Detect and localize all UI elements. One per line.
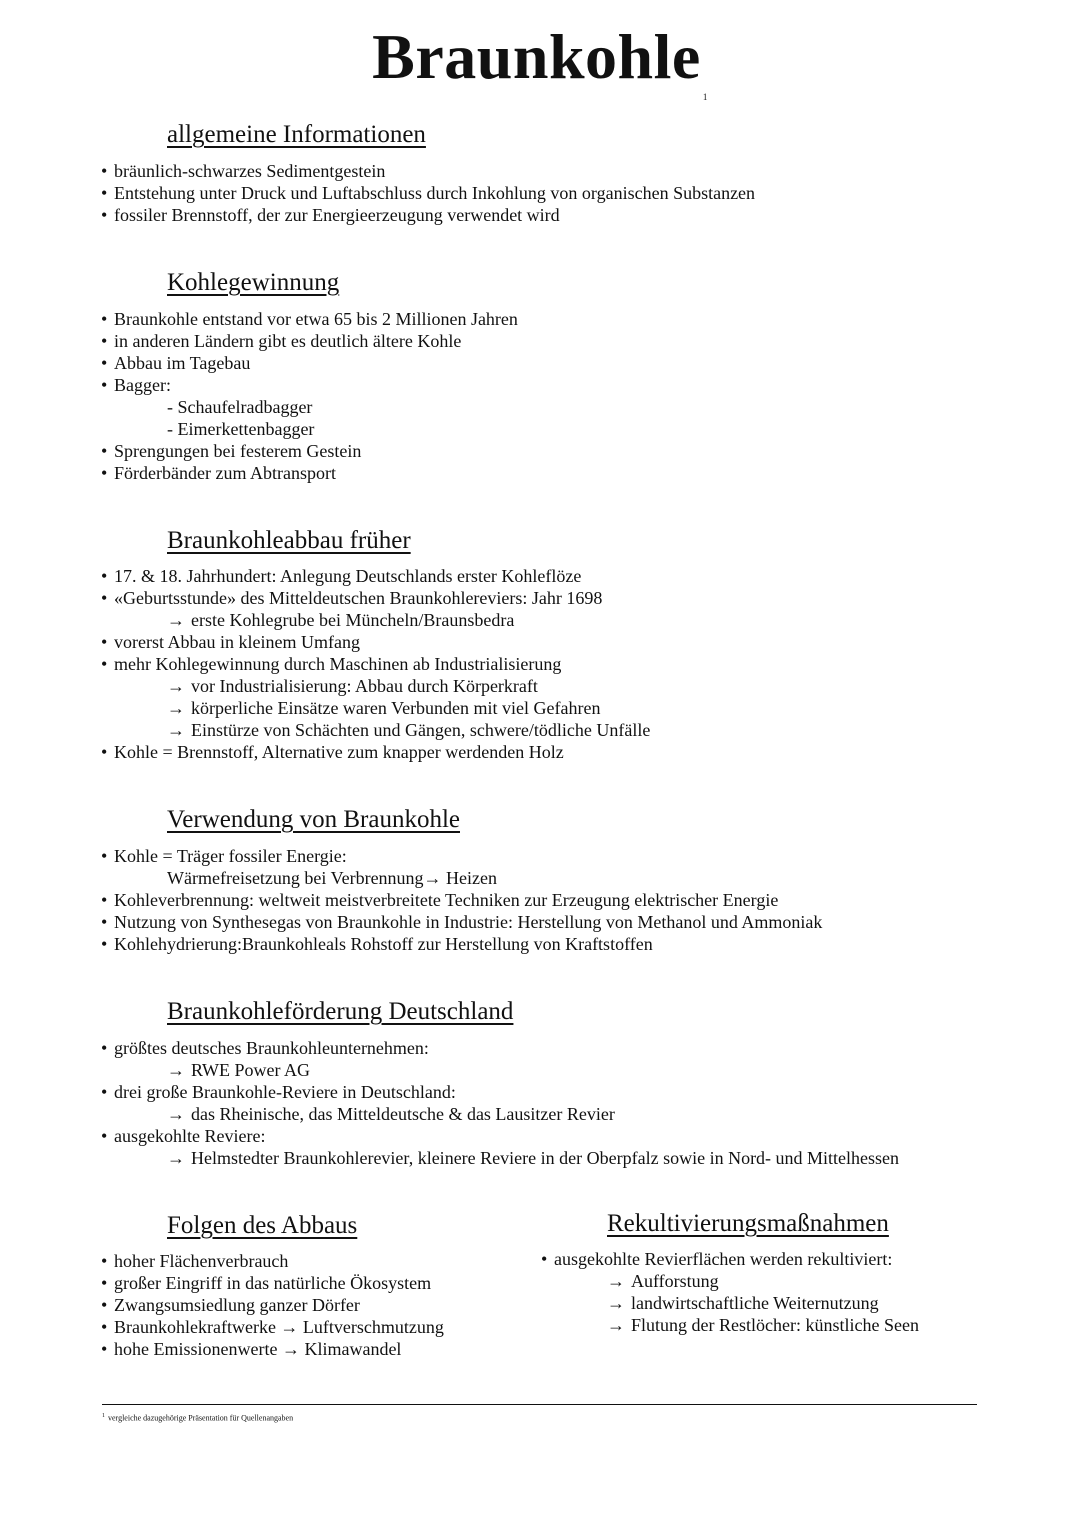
list-item: • «Geburtsstunde» des Mitteldeutschen Braunkohlereviers: Jahr 1698 — [101, 587, 602, 609]
list-item: • großer Eingriff in das natürliche Ökosystem — [101, 1272, 431, 1294]
arrow-item-text: Aufforstung — [631, 1271, 719, 1291]
arrow-item-text: das Rheinische, das Mitteldeutsche & das Lausitzer Revier — [191, 1104, 615, 1124]
footnote — [102, 1413, 293, 1423]
arrow-icon: → — [607, 1315, 625, 1335]
arrow-item-text: erste Kohlegrube bei Müncheln/Braunsbedra — [191, 610, 515, 630]
arrow-item — [607, 1292, 879, 1314]
arrow-item — [167, 675, 538, 697]
footnote-text: vergleiche dazugehörige Präsentation für Quellenangaben — [108, 1413, 294, 1423]
arrow-item — [167, 719, 650, 741]
arrow-item-text: Helmstedter Braunkohlerevier, kleinere Reviere in der Oberpfalz sowie in Nord- und Mittelhessen — [191, 1148, 900, 1168]
list-item: • fossiler Brennstoff, der zur Energieerzeugung verwendet wird — [101, 204, 560, 226]
arrow-item-text: RWE Power AG — [191, 1060, 310, 1080]
list-item: • bräunlich-schwarzes Sedimentgestein — [101, 160, 385, 182]
list-item: • mehr Kohlegewinnung durch Maschinen ab Industrialisierung — [101, 653, 561, 675]
sub-list-item: - Schaufelradbagger — [167, 397, 313, 417]
list-item: • vorerst Abbau in kleinem Umfang — [101, 631, 360, 653]
arrow-icon: → — [167, 1060, 185, 1080]
list-item: • Abbau im Tagebau — [101, 352, 250, 374]
arrow-item — [167, 697, 601, 719]
list-item: • drei große Braunkohle-Reviere in Deutschland: — [101, 1081, 456, 1103]
list-item: • Förderbänder zum Abtransport — [101, 462, 336, 484]
arrow-icon: → — [167, 698, 185, 718]
arrow-icon: → — [167, 1104, 185, 1124]
arrow-icon: → — [167, 610, 185, 630]
list-item: • 17. & 18. Jahrhundert: Anlegung Deutschlands erster Kohleflöze — [101, 565, 581, 587]
heading-folgen-des-abbaus: Folgen des Abbaus — [167, 1212, 358, 1239]
heading-kohlegewinnung: Kohlegewinnung — [167, 269, 340, 296]
arrow-item-text: Flutung der Restlöcher: künstliche Seen — [631, 1315, 919, 1335]
list-item: • Sprengungen bei festerem Gestein — [101, 440, 361, 462]
heading-braunkohleabbau-frueher: Braunkohleabbau früher — [167, 527, 411, 554]
arrow-item — [607, 1270, 719, 1292]
title-footnote-mark: 1 — [702, 92, 708, 102]
arrow-icon: → — [607, 1293, 625, 1313]
arrow-icon: → — [167, 676, 185, 696]
list-item: • hohe Emissionenwerte → Klimawandel — [101, 1338, 401, 1360]
arrow-item-text: Einstürze von Schächten und Gängen, schwere/tödliche Unfälle — [191, 720, 651, 740]
list-item: • Bagger: — [101, 374, 171, 396]
arrow-item — [167, 1103, 615, 1125]
heading-verwendung: Verwendung von Braunkohle — [167, 806, 460, 833]
list-item: • Zwangsumsiedlung ganzer Dörfer — [101, 1294, 360, 1316]
list-item: • Braunkohle entstand vor etwa 65 bis 2 Millionen Jahren — [101, 308, 518, 330]
arrow-item-text: körperliche Einsätze waren Verbunden mit viel Gefahren — [191, 698, 601, 718]
arrow-icon: → — [167, 720, 185, 740]
heading-rekultivierungsmassnahmen: Rekultivierungsmaßnahmen — [607, 1210, 889, 1237]
list-item: • Entstehung unter Druck und Luftabschluss durch Inkohlung von organischen Substanzen — [101, 182, 755, 204]
heading-allgemeine-informationen: allgemeine Informationen — [167, 121, 426, 148]
arrow-icon: → — [607, 1271, 625, 1291]
list-item: • Kohle = Brennstoff, Alternative zum knapper werdenden Holz — [101, 741, 564, 763]
footnote-mark: 1 — [102, 1413, 105, 1419]
list-item: • Kohlehydrierung:Braunkohleals Rohstoff zur Herstellung von Kraftstoffen — [101, 933, 653, 955]
arrow-item — [167, 1147, 899, 1169]
sub-list-item: - Eimerkettenbagger — [167, 419, 315, 439]
list-item: • Kohleverbrennung: weltweit meistverbreitete Techniken zur Erzeugung elektrischer Energie — [101, 889, 778, 911]
list-item: • ausgekohlte Revierflächen werden rekultiviert: — [541, 1248, 892, 1270]
title-text: Braunkohle — [372, 21, 701, 92]
footnote-divider — [102, 1404, 977, 1405]
arrow-item-text: landwirtschaftliche Weiternutzung — [631, 1293, 879, 1313]
list-item: • Nutzung von Synthesegas von Braunkohle in Industrie: Herstellung von Methanol und Ammoniak — [101, 911, 822, 933]
continuation-line: Wärmefreisetzung bei Verbrennung→ Heizen — [167, 868, 498, 888]
list-item: • Kohle = Träger fossiler Energie: — [101, 845, 347, 867]
list-item: • in anderen Ländern gibt es deutlich ältere Kohle — [101, 330, 461, 352]
list-item: • ausgekohlte Reviere: — [101, 1125, 265, 1147]
arrow-item — [167, 609, 514, 631]
arrow-item — [167, 1059, 310, 1081]
list-item: • hoher Flächenverbrauch — [101, 1250, 288, 1272]
arrow-item — [607, 1314, 919, 1336]
list-item: • größtes deutsches Braunkohleunternehmen: — [101, 1037, 429, 1059]
arrow-icon: → — [167, 1148, 185, 1168]
heading-braunkohlefoerderung: Braunkohleförderung Deutschland — [167, 998, 514, 1025]
list-item: • Braunkohlekraftwerke → Luftverschmutzung — [101, 1316, 444, 1338]
arrow-item-text: vor Industrialisierung: Abbau durch Körperkraft — [191, 676, 538, 696]
page-title — [0, 21, 1080, 102]
